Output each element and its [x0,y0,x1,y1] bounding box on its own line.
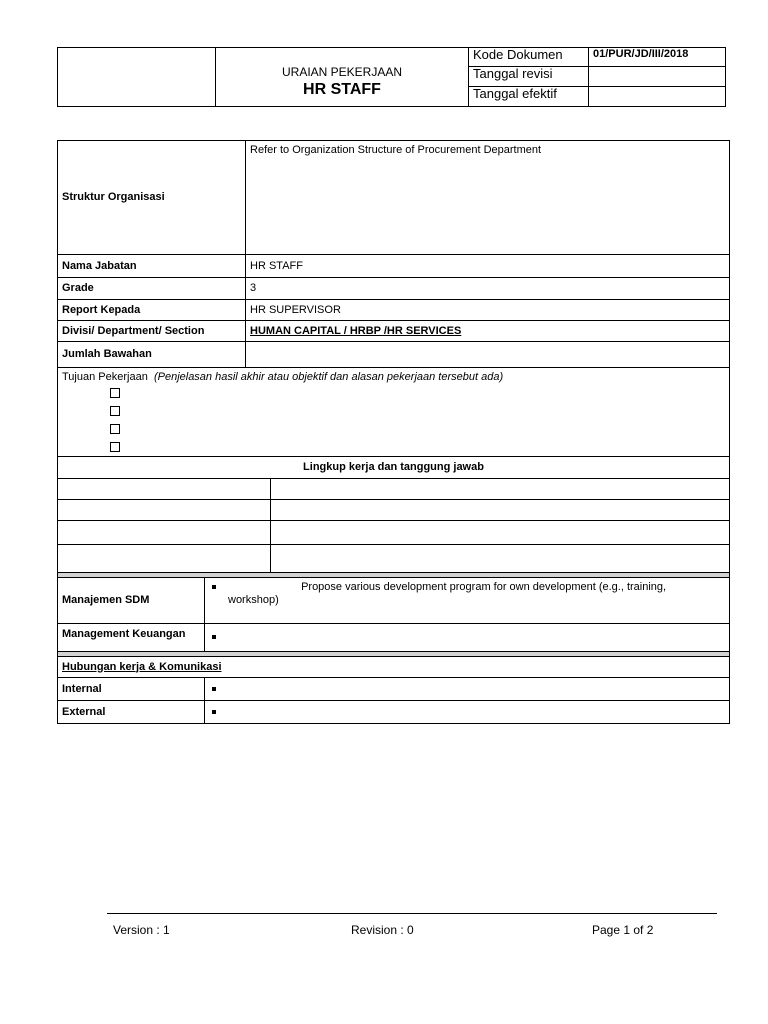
internal-value [205,678,730,701]
manajemen-sdm-label: Manajemen SDM [58,578,205,624]
checkbox-icon [110,406,120,416]
jumlah-bawahan-value [246,342,730,368]
grade-label: Grade [58,278,246,300]
footer-rule [107,913,717,914]
hubungan-kerja-title: Hubungan kerja & Komunikasi [58,657,730,678]
management-keuangan-value [205,624,730,652]
bullet-icon [212,585,216,589]
document-subtitle: HR STAFF [303,81,381,98]
divisi-label: Divisi/ Department/ Section [58,321,246,342]
tanggal-efektif-label: Tanggal efektif [469,87,589,107]
nama-jabatan-value: HR STAFF [246,255,730,278]
lingkup-cell [271,500,730,521]
manajemen-sdm-value [205,578,730,624]
checkbox-icon [110,424,120,434]
kode-dokumen-value: 01/PUR/JD/III/2018 [589,48,726,67]
tanggal-efektif-value [589,87,726,107]
document-header [57,47,726,107]
report-kepada-label: Report Kepada [58,300,246,321]
struktur-organisasi-value: Refer to Organization Structure of Procurement Department [246,141,730,255]
report-kepada-value: HR SUPERVISOR [246,300,730,321]
lingkup-cell [58,479,271,500]
lingkup-cell [58,545,271,573]
footer-revision: Revision : 0 [351,923,414,937]
lingkup-kerja-title: Lingkup kerja dan tanggung jawab [58,457,730,479]
job-description-table [57,140,730,724]
divisi-value: HUMAN CAPITAL / HRBP /HR SERVICES [246,321,730,342]
bullet-icon [212,635,216,639]
management-keuangan-label: Management Keuangan [58,624,205,652]
sdm-text-line-1: Propose various development program for own development (e.g., training, [301,581,667,593]
lingkup-cell [271,479,730,500]
checkbox-icon [110,442,120,452]
document-title: URAIAN PEKERJAAN [281,65,403,79]
checkbox-icon [110,388,120,398]
lingkup-cell [271,545,730,573]
jumlah-bawahan-label: Jumlah Bawahan [58,342,246,368]
internal-label: Internal [58,678,205,701]
footer-page-number: Page 1 of 2 [592,923,654,937]
footer-version: Version : 1 [113,923,170,937]
tujuan-pekerjaan-note: (Penjelasan hasil akhir atau objektif dan alasan pekerjaan tersebut ada) [153,371,504,383]
grade-value: 3 [246,278,730,300]
document-title-cell [216,48,469,107]
struktur-organisasi-label: Struktur Organisasi [58,141,246,255]
tujuan-pekerjaan-section [58,368,730,457]
external-label: External [58,701,205,724]
tanggal-revisi-value [589,67,726,87]
tanggal-revisi-label: Tanggal revisi [469,67,589,87]
tujuan-pekerjaan-label: Tujuan Pekerjaan [62,371,148,383]
sdm-text-line-2: workshop) [228,594,279,606]
nama-jabatan-label: Nama Jabatan [58,255,246,278]
lingkup-cell [58,521,271,545]
lingkup-cell [271,521,730,545]
bullet-icon [212,710,216,714]
bullet-icon [212,687,216,691]
lingkup-cell [58,500,271,521]
external-value [205,701,730,724]
logo-area [58,48,216,107]
kode-dokumen-label: Kode Dokumen [469,48,589,67]
